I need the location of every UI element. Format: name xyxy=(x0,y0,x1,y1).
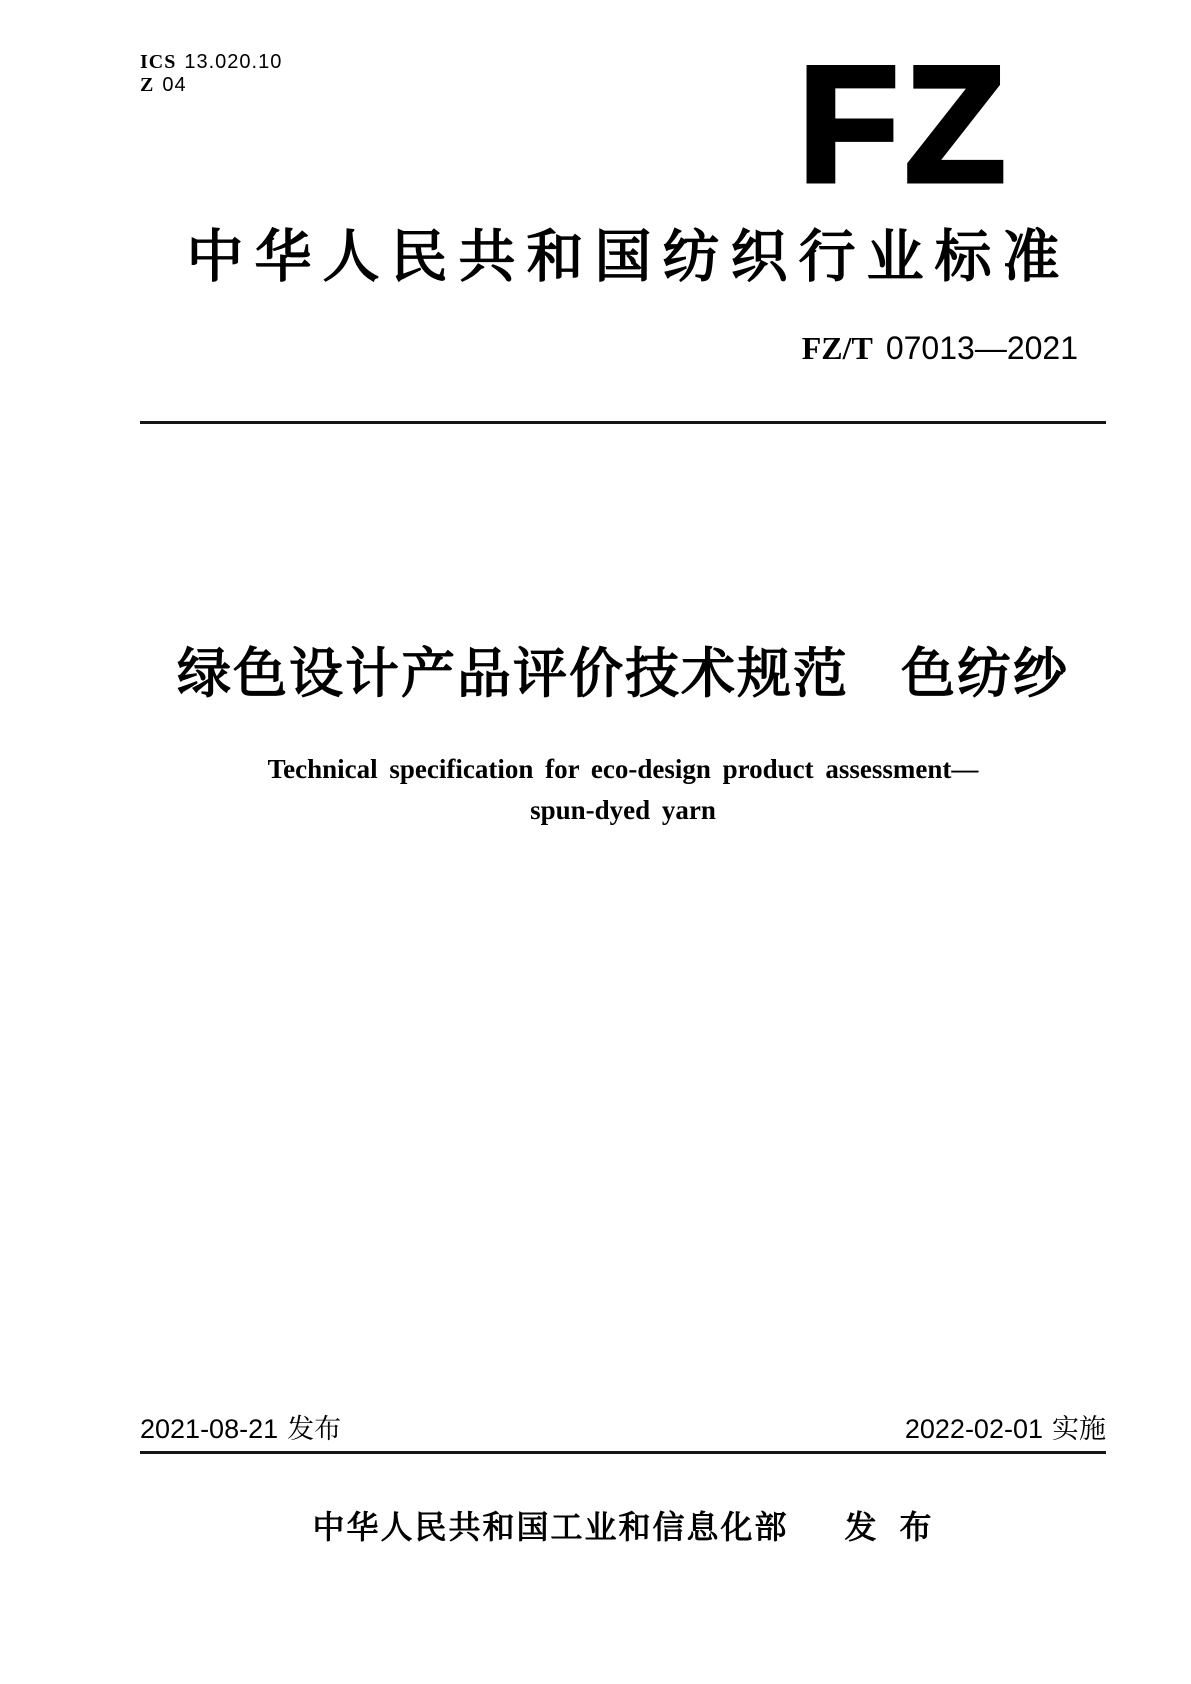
issue-date: 2021-08-21 xyxy=(140,1414,279,1444)
ics-line xyxy=(140,51,282,74)
ics-label: ICS xyxy=(140,51,177,73)
title-english xyxy=(140,749,1106,831)
issue-date-group xyxy=(140,1413,341,1445)
title-chinese xyxy=(140,644,1106,704)
title-english-line1: Technical specification for eco-design product assessment— xyxy=(267,754,979,784)
publisher-row xyxy=(140,1508,1106,1546)
doc-class-code: 04 xyxy=(162,74,187,96)
implementation-date-group xyxy=(905,1413,1106,1445)
title-chinese-part1: 绿色设计产品评价技术规范 xyxy=(177,644,849,704)
implementation-label: 实施 xyxy=(1052,1414,1106,1444)
bottom-rule xyxy=(140,1451,1106,1454)
publisher-action: 发 布 xyxy=(844,1509,934,1545)
fz-logo: FZ xyxy=(798,32,1012,216)
doc-class-line xyxy=(140,74,282,97)
standard-code-prefix: FZ/T xyxy=(801,330,873,366)
standard-code-number: 07013—2021 xyxy=(885,330,1078,366)
title-english-line2: spun-dyed yarn xyxy=(530,795,716,825)
standard-category-title: 中华人民共和国纺织行业标准 xyxy=(186,225,1071,289)
doc-class-label: Z xyxy=(140,74,155,96)
ics-classification-block xyxy=(140,51,282,97)
ics-code: 13.020.10 xyxy=(184,51,283,73)
title-chinese-part2: 色纺纱 xyxy=(901,644,1069,704)
implementation-date: 2022-02-01 xyxy=(904,1414,1043,1444)
issue-label: 发布 xyxy=(287,1414,342,1444)
publisher-name: 中华人民共和国工业和信息化部 xyxy=(312,1509,789,1545)
top-rule xyxy=(140,421,1106,424)
standard-code xyxy=(802,331,1078,366)
dates-row xyxy=(140,1413,1106,1445)
